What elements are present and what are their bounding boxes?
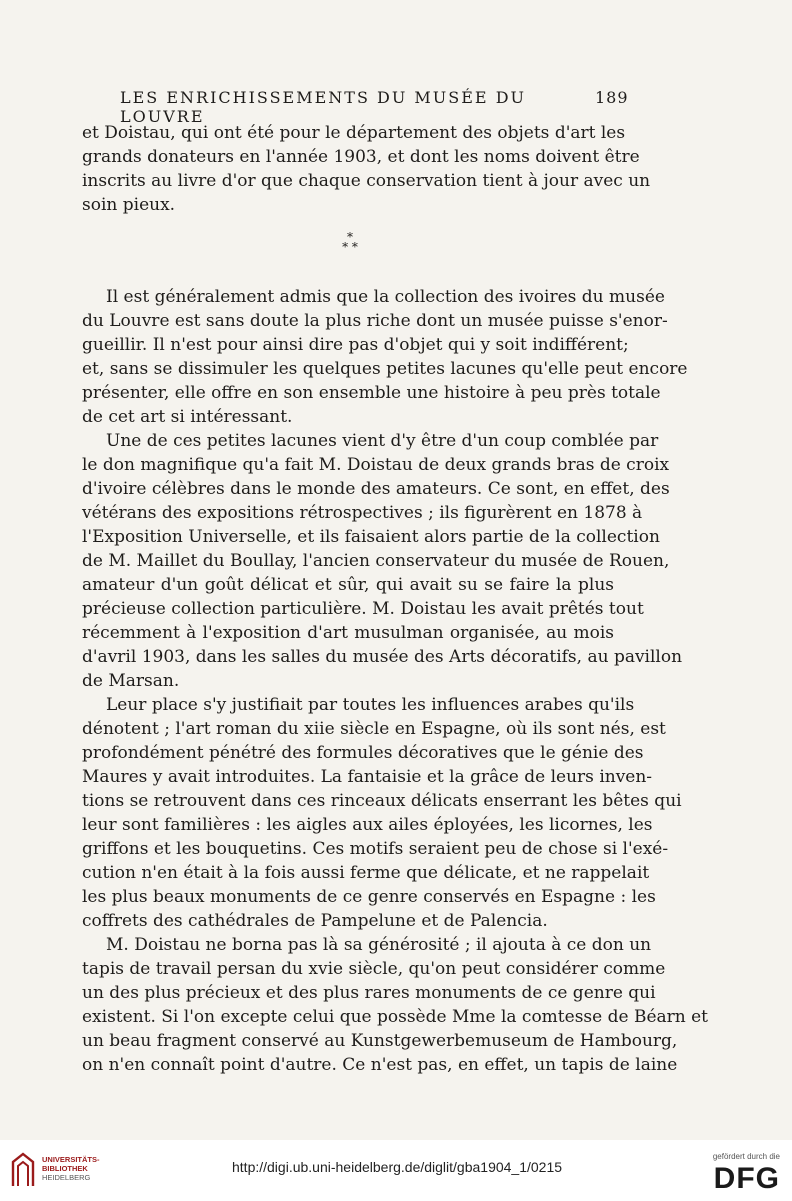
text-line: tions se retrouvent dans ces rinceaux délicats enserrant les bêtes qui bbox=[82, 791, 682, 811]
text-line: grands donateurs en l'année 1903, et dont les noms doivent être bbox=[82, 147, 640, 167]
text-line: profondément pénétré des formules décoratives que le génie des bbox=[82, 743, 644, 763]
separator-bottom: * * bbox=[342, 240, 358, 254]
text-line: inscrits au livre d'or que chaque conservation tient à jour avec un bbox=[82, 171, 651, 191]
text-line: précieuse collection particulière. M. Doistau les avait prêtés tout bbox=[82, 599, 644, 619]
text-line: d'avril 1903, dans les salles du musée des Arts décoratifs, au pavillon bbox=[82, 647, 683, 667]
digitization-footer bbox=[0, 1140, 792, 1201]
text-line: un des plus précieux et des plus rares monuments de ce genre qui bbox=[82, 983, 656, 1003]
text-line: Maures y avait introduites. La fantaisie et la grâce de leurs inven- bbox=[82, 767, 653, 787]
dfg-logo-icon: DFG bbox=[713, 1162, 780, 1195]
text-line: gueillir. Il n'est pour ainsi dire pas d'objet qui y soit indifférent; bbox=[82, 335, 629, 355]
text-line: l'Exposition Universelle, et ils faisaient alors partie de la collection bbox=[82, 527, 660, 547]
running-head bbox=[82, 88, 629, 126]
sponsor-note: gefördert durch die bbox=[712, 1152, 780, 1161]
text-line: d'ivoire célèbres dans le monde des amateurs. Ce sont, en effet, des bbox=[82, 479, 670, 499]
university-library-logo-icon bbox=[10, 1152, 36, 1188]
separator-top: * bbox=[347, 230, 353, 244]
text-line: tapis de travail persan du xvie siècle, qu'on peut considérer comme bbox=[82, 959, 666, 979]
text-line: cution n'en était à la fois aussi ferme que délicate, et ne rappelait bbox=[82, 863, 650, 883]
text-line: de M. Maillet du Boullay, l'ancien conservateur du musée de Rouen, bbox=[82, 551, 670, 571]
text-line: de cet art si intéressant. bbox=[82, 407, 293, 427]
text-line: coffrets des cathédrales de Pampelune et de Palencia. bbox=[82, 911, 548, 931]
text-line: récemment à l'exposition d'art musulman organisée, au mois bbox=[82, 623, 614, 643]
text-line: leur sont familières : les aigles aux ailes éployées, les licornes, les bbox=[82, 815, 653, 835]
text-line: vétérans des expositions rétrospectives ; ils figurèrent en 1878 à bbox=[82, 503, 643, 523]
institution-name: UNIVERSITÄTS- BIBLIOTHEK HEIDELBERG bbox=[42, 1155, 100, 1182]
text-line: de Marsan. bbox=[82, 671, 180, 691]
text-line: du Louvre est sans doute la plus riche dont un musée puisse s'enor- bbox=[82, 311, 668, 331]
text-line: et Doistau, qui ont été pour le département des objets d'art les bbox=[82, 123, 626, 143]
text-line: M. Doistau ne borna pas là sa générosité ; il ajouta à ce don un bbox=[106, 935, 652, 955]
text-line: un beau fragment conservé au Kunstgewerbemuseum de Hambourg, bbox=[82, 1031, 678, 1051]
running-head-title: LES ENRICHISSEMENTS DU MUSÉE DU LOUVRE bbox=[120, 88, 526, 126]
section-separator bbox=[334, 232, 366, 252]
text-line: on n'en connaît point d'autre. Ce n'est pas, en effet, un tapis de laine bbox=[82, 1055, 678, 1075]
page-number: 189 bbox=[595, 88, 629, 107]
permalink-url[interactable]: http://digi.ub.uni-heidelberg.de/diglit/gba1904_1/0215 bbox=[232, 1159, 563, 1175]
text-line: soin pieux. bbox=[82, 195, 176, 215]
text-line: amateur d'un goût délicat et sûr, qui avait su se faire la plus bbox=[82, 575, 614, 595]
text-line: présenter, elle offre en son ensemble une histoire à peu près totale bbox=[82, 383, 661, 403]
text-line: les plus beaux monuments de ce genre conservés en Espagne : les bbox=[82, 887, 656, 907]
text-line: dénotent ; l'art roman du xiie siècle en Espagne, où ils sont nés, est bbox=[82, 719, 666, 739]
text-line: existent. Si l'on excepte celui que possède Mme la comtesse de Béarn et bbox=[82, 1007, 709, 1027]
text-line: griffons et les bouquetins. Ces motifs seraient peu de chose si l'exé- bbox=[82, 839, 669, 859]
text-line: le don magnifique qu'a fait M. Doistau de deux grands bras de croix bbox=[82, 455, 670, 475]
text-line: et, sans se dissimuler les quelques petites lacunes qu'elle peut encore bbox=[82, 359, 688, 379]
text-line: Il est généralement admis que la collection des ivoires du musée bbox=[106, 287, 665, 307]
text-line: Une de ces petites lacunes vient d'y être d'un coup comblée par bbox=[106, 431, 659, 451]
text-line: Leur place s'y justifiait par toutes les influences arabes qu'ils bbox=[106, 695, 635, 715]
